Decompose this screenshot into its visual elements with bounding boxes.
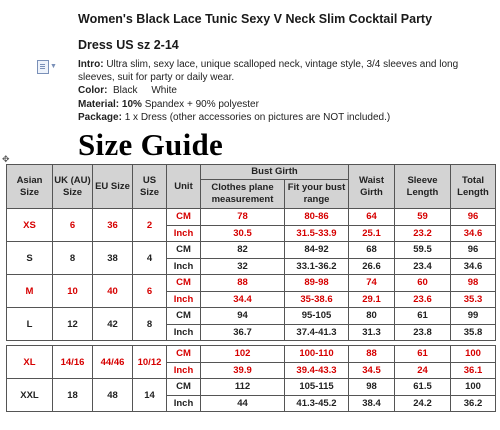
uk-size-cell: 10 — [53, 275, 93, 308]
header-bust-girth: Bust Girth — [201, 165, 349, 180]
plane-cell: 78 — [201, 209, 285, 226]
asian-size-cell: XXL — [7, 379, 53, 412]
size-table — [6, 164, 496, 412]
asian-size-cell: L — [7, 308, 53, 341]
unit-cell: Inch — [167, 225, 201, 242]
total-cell: 36.2 — [451, 395, 496, 412]
fit-cell: 33.1-36.2 — [285, 258, 349, 275]
sleeve-cell: 59.5 — [395, 242, 451, 259]
unit-cell: Inch — [167, 395, 201, 412]
eu-size-cell: 42 — [93, 308, 133, 341]
eu-size-cell: 40 — [93, 275, 133, 308]
header-sleeve-length: Sleeve Length — [395, 165, 451, 209]
plane-cell: 32 — [201, 258, 285, 275]
eu-size-cell: 36 — [93, 209, 133, 242]
package-line — [78, 111, 488, 124]
total-cell: 98 — [451, 275, 496, 292]
unit-cell: CM — [167, 209, 201, 226]
fit-cell: 95-105 — [285, 308, 349, 325]
plane-cell: 44 — [201, 395, 285, 412]
package-label: Package: — [78, 111, 122, 123]
waist-cell: 68 — [349, 242, 395, 259]
table-row — [7, 308, 496, 325]
product-description — [78, 58, 488, 124]
sleeve-cell: 59 — [395, 209, 451, 226]
product-title-line1: Women's Black Lace Tunic Sexy V Neck Slim Cocktail Party — [78, 12, 433, 26]
plane-cell: 36.7 — [201, 324, 285, 341]
header-total-length: Total Length — [451, 165, 496, 209]
sleeve-cell: 23.2 — [395, 225, 451, 242]
header-unit: Unit — [167, 165, 201, 209]
unit-cell: Inch — [167, 291, 201, 308]
uk-size-cell: 12 — [53, 308, 93, 341]
sleeve-cell: 61 — [395, 346, 451, 363]
plane-cell: 82 — [201, 242, 285, 259]
sleeve-cell: 23.8 — [395, 324, 451, 341]
intro-label: Intro: — [78, 59, 104, 70]
fit-cell: 84-92 — [285, 242, 349, 259]
intro-text: Ultra slim, sexy lace, unique scalloped neck, vintage style, 3/4 sleeves and long sleeves, suit for party or daily wear. — [78, 59, 459, 84]
plane-cell: 112 — [201, 379, 285, 396]
us-size-cell: 10/12 — [133, 346, 167, 379]
us-size-cell: 8 — [133, 308, 167, 341]
total-cell: 36.1 — [451, 362, 496, 379]
table-row — [7, 209, 496, 226]
waist-cell: 29.1 — [349, 291, 395, 308]
waist-cell: 38.4 — [349, 395, 395, 412]
fit-cell: 105-115 — [285, 379, 349, 396]
total-cell: 34.6 — [451, 225, 496, 242]
plane-cell: 34.4 — [201, 291, 285, 308]
unit-cell: CM — [167, 308, 201, 325]
sleeve-cell: 60 — [395, 275, 451, 292]
eu-size-cell: 38 — [93, 242, 133, 275]
uk-size-cell: 8 — [53, 242, 93, 275]
material-text: Spandex + 90% polyester — [141, 98, 259, 110]
document-icon[interactable] — [37, 60, 49, 74]
total-cell: 99 — [451, 308, 496, 325]
waist-cell: 80 — [349, 308, 395, 325]
header-waist-girth: Waist Girth — [349, 165, 395, 209]
unit-cell: Inch — [167, 324, 201, 341]
uk-size-cell: 14/16 — [53, 346, 93, 379]
waist-cell: 74 — [349, 275, 395, 292]
total-cell: 96 — [451, 242, 496, 259]
fit-cell: 41.3-45.2 — [285, 395, 349, 412]
total-cell: 34.6 — [451, 258, 496, 275]
waist-cell: 64 — [349, 209, 395, 226]
table-row — [7, 379, 496, 396]
total-cell: 35.3 — [451, 291, 496, 308]
plane-cell: 30.5 — [201, 225, 285, 242]
plane-cell: 102 — [201, 346, 285, 363]
asian-size-cell: XS — [7, 209, 53, 242]
fit-cell: 35-38.6 — [285, 291, 349, 308]
material-line — [78, 98, 488, 111]
total-cell: 96 — [451, 209, 496, 226]
total-cell: 100 — [451, 346, 496, 363]
sleeve-cell: 61.5 — [395, 379, 451, 396]
dropdown-arrow-icon[interactable]: ▼ — [50, 63, 57, 70]
uk-size-cell: 18 — [53, 379, 93, 412]
product-title-line2: Dress US sz 2-14 — [78, 38, 179, 52]
total-cell: 100 — [451, 379, 496, 396]
us-size-cell: 2 — [133, 209, 167, 242]
asian-size-cell: XL — [7, 346, 53, 379]
header-bust-fit: Fit your bust range — [285, 180, 349, 209]
sleeve-cell: 23.4 — [395, 258, 451, 275]
fit-cell: 100-110 — [285, 346, 349, 363]
waist-cell: 88 — [349, 346, 395, 363]
sleeve-cell: 24 — [395, 362, 451, 379]
fit-cell: 31.5-33.9 — [285, 225, 349, 242]
unit-cell: CM — [167, 275, 201, 292]
header-eu-size: EU Size — [93, 165, 133, 209]
waist-cell: 31.3 — [349, 324, 395, 341]
fit-cell: 89-98 — [285, 275, 349, 292]
plane-cell: 94 — [201, 308, 285, 325]
waist-cell: 25.1 — [349, 225, 395, 242]
us-size-cell: 4 — [133, 242, 167, 275]
plane-cell: 39.9 — [201, 362, 285, 379]
sleeve-cell: 61 — [395, 308, 451, 325]
sleeve-cell: 24.2 — [395, 395, 451, 412]
header-bust-plane: Clothes plane measurement — [201, 180, 285, 209]
sleeve-cell: 23.6 — [395, 291, 451, 308]
eu-size-cell: 48 — [93, 379, 133, 412]
header-asian-size: Asian Size — [7, 165, 53, 209]
unit-cell: CM — [167, 242, 201, 259]
header-us-size: US Size — [133, 165, 167, 209]
us-size-cell: 6 — [133, 275, 167, 308]
fit-cell: 39.4-43.3 — [285, 362, 349, 379]
uk-size-cell: 6 — [53, 209, 93, 242]
asian-size-cell: S — [7, 242, 53, 275]
table-row — [7, 346, 496, 363]
table-row — [7, 275, 496, 292]
size-guide-heading: Size Guide — [78, 127, 224, 162]
table-move-handle-icon[interactable]: ✥ — [2, 154, 10, 164]
fit-cell: 37.4-41.3 — [285, 324, 349, 341]
unit-cell: CM — [167, 379, 201, 396]
asian-size-cell: M — [7, 275, 53, 308]
color-line — [78, 84, 488, 97]
waist-cell: 98 — [349, 379, 395, 396]
waist-cell: 26.6 — [349, 258, 395, 275]
us-size-cell: 14 — [133, 379, 167, 412]
plane-cell: 88 — [201, 275, 285, 292]
waist-cell: 34.5 — [349, 362, 395, 379]
intro-line — [78, 58, 488, 84]
unit-cell: CM — [167, 346, 201, 363]
package-text: 1 x Dress (other accessories on pictures are NOT included.) — [121, 111, 391, 123]
color-label: Color: — [78, 85, 108, 97]
product-title — [78, 12, 432, 52]
material-percent: 10% — [119, 98, 142, 110]
table-row — [7, 242, 496, 259]
header-uk-size: UK (AU) Size — [53, 165, 93, 209]
color-text: Black White — [107, 85, 177, 97]
total-cell: 35.8 — [451, 324, 496, 341]
unit-cell: Inch — [167, 258, 201, 275]
unit-cell: Inch — [167, 362, 201, 379]
eu-size-cell: 44/46 — [93, 346, 133, 379]
fit-cell: 80-86 — [285, 209, 349, 226]
material-label: Material: — [78, 98, 120, 110]
